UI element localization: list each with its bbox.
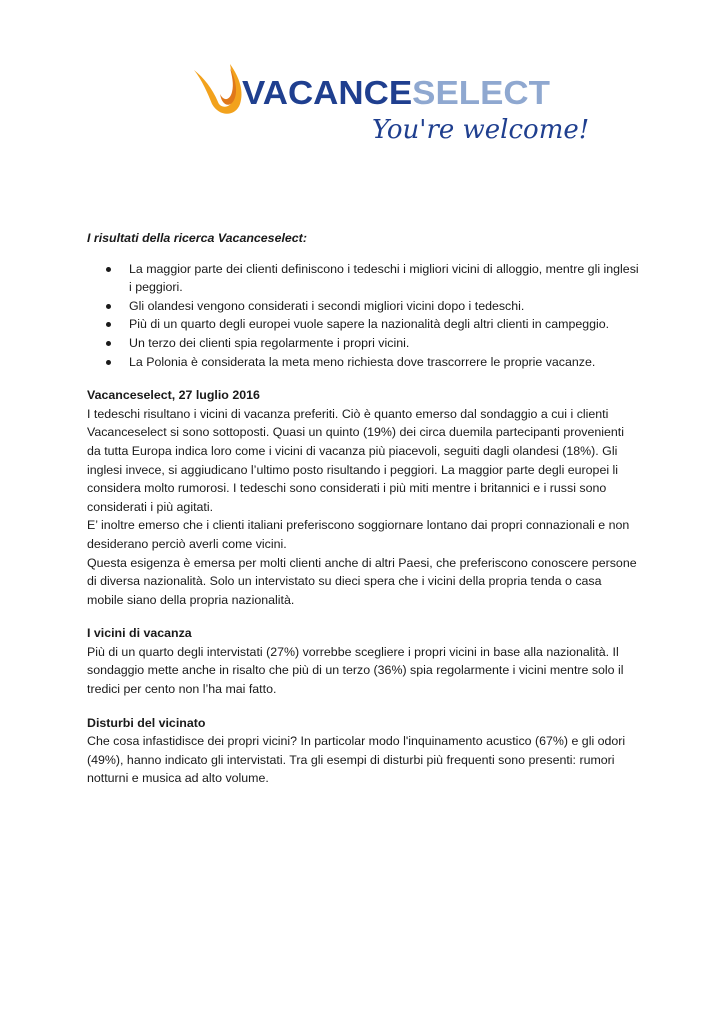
logo-graphic xyxy=(190,58,590,153)
bullet-item xyxy=(87,315,639,334)
section-heading: I vicini di vacanza xyxy=(87,626,192,641)
bullet-dot-icon xyxy=(106,304,111,309)
results-bullet-list xyxy=(87,260,639,372)
logo-tagline: You're welcome! xyxy=(372,115,590,145)
bullet-item xyxy=(87,353,639,372)
bullet-dot-icon xyxy=(106,341,111,346)
vacanceselect-logo xyxy=(190,58,590,153)
bullet-text: Più di un quarto degli europei vuole sapere la nazionalità degli altri clienti in campeggio. xyxy=(129,317,610,332)
article-sections xyxy=(87,386,639,788)
section-paragraph: E’ inoltre emerso che i clienti italiani preferiscono soggiornare lontano dai propri connazionali e non desiderano perciò averli come vicini. xyxy=(87,518,630,551)
section-paragraph: Che cosa infastidisce dei propri vicini? In particolar modo l'inquinamento acustico (67%) e gli odori (49%), hanno indicato gli intervistati. Tra gli esempi di disturbi più frequenti sono presenti: rumori notturni e musica ad alto volume. xyxy=(87,734,626,786)
bullet-dot-icon xyxy=(106,322,111,327)
bullet-dot-icon xyxy=(106,360,111,365)
bullet-text: La Polonia è considerata la meta meno richiesta dove trascorrere le proprie vacanze. xyxy=(129,354,596,369)
document-body xyxy=(87,229,639,803)
section-heading: Disturbi del vicinato xyxy=(87,715,206,730)
logo-brand-text xyxy=(242,74,550,111)
bullet-item xyxy=(87,334,639,353)
section-paragraph: Questa esigenza è emersa per molti clienti anche di altri Paesi, che preferiscono conoscere persone di diversa nazionalità. Solo un intervistato su dieci spera che i vicini della propria tenda o casa mobile siano della propria nazionalità. xyxy=(87,555,637,607)
section-paragraph: I tedeschi risultano i vicini di vacanza preferiti. Ciò è quanto emerso dal sondaggio a cui i clienti Vacanceselect si sono sottoposti. Quasi un quinto (19%) dei circa duemila partecipanti provenienti da tutta Europa indica loro come i vicini di vacanza più piacevoli, seguiti dagli olandesi (18%). Gli inglesi invece, si aggiudicano l’ultimo posto risultando i peggiori. La maggior parte degli europei li considera molto rumorosi. I tedeschi sono considerati i più miti mentre i britannici e i russi sono considerati i più agitati. xyxy=(87,406,624,514)
article-section xyxy=(87,714,639,788)
bullet-text: La maggior parte dei clienti definiscono i tedeschi i migliori vicini di alloggio, mentre gli inglesi i peggiori. xyxy=(129,261,639,295)
article-section xyxy=(87,624,639,698)
bullet-text: Un terzo dei clienti spia regolarmente i propri vicini. xyxy=(129,335,410,350)
bullet-dot-icon xyxy=(106,267,111,272)
bullet-item xyxy=(87,297,639,316)
bullet-text: Gli olandesi vengono considerati i secondi migliori vicini dopo i tedeschi. xyxy=(129,298,525,313)
bullet-item xyxy=(87,260,639,297)
article-section xyxy=(87,386,639,609)
section-heading: Vacanceselect, 27 luglio 2016 xyxy=(87,388,260,403)
logo-brand-first: VACANCE xyxy=(242,74,403,111)
section-paragraph: Più di un quarto degli intervistati (27%) vorrebbe scegliere i propri vicini in base alla nazionalità. Il sondaggio mette anche in risalto che più di un terzo (36%) spia regolarmente i vicini mentre solo il tredici per cento non l’ha mai fatto. xyxy=(87,644,624,697)
logo-brand-second: SELECT xyxy=(412,74,543,111)
intro-heading: I risultati della ricerca Vacanceselect: xyxy=(87,231,307,245)
